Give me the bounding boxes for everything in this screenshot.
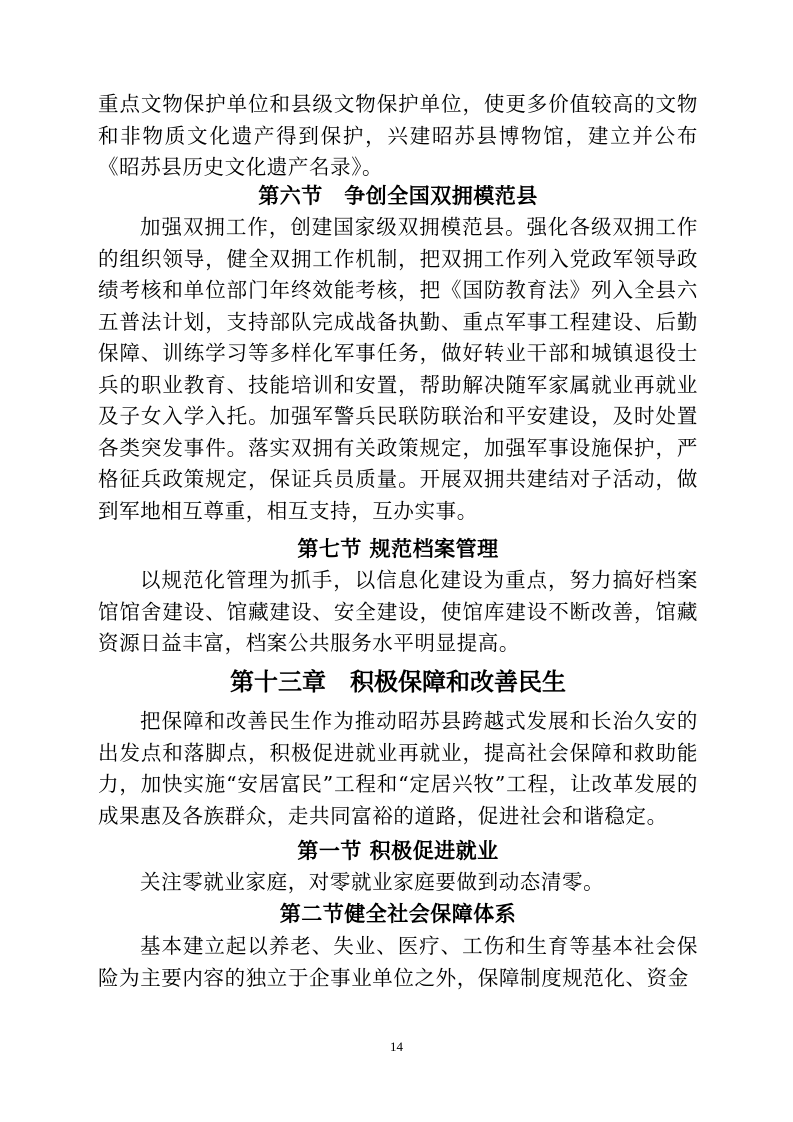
section-heading-employment: 第一节 积极促进就业 [297,839,499,863]
paragraph-archives: 以规范化管理为抓手，以信息化建设为重点，努力搞好档案馆馆舍建设、馆藏建设、安全建设，使馆库建设不断改善，馆藏资源日益丰富，档案公共服务水平明显提高。 [98,568,698,655]
paragraph-social-security: 基本建立起以养老、失业、医疗、工伤和生育等基本社会保险为主要内容的独立于企事业单位之外，保障制度规范化、资金 [98,934,698,990]
page-number: 14 [390,1039,403,1054]
paragraph-employment: 关注零就业家庭，对零就业家庭要做到动态清零。 [140,870,605,894]
section-heading-archives: 第七节 规范档案管理 [297,537,499,561]
chapter-heading-livelihood: 第十三章 积极保障和改善民生 [230,668,566,696]
paragraph-cultural-relics: 重点文物保护单位和县级文物保护单位，使更多价值较高的文物和非物质文化遗产得到保护，兴建昭苏县博物馆，建立并公布《昭苏县历史文化遗产名录》。 [98,92,698,179]
section-heading-double-support: 第六节 争创全国双拥模范县 [258,184,538,208]
section-heading-social-security: 第二节健全社会保障体系 [279,902,517,926]
paragraph-double-support: 加强双拥工作，创建国家级双拥模范县。强化各级双拥工作的组织领导，健全双拥工作机制，把双拥工作列入党政军领导政绩考核和单位部门年终效能考核，把《国防教育法》列入全县六五普法计划，支持部队完成战备执勤、重点军事工程建设、后勤保障、训练学习等多样化军事任务，做好转业干部和城镇退役士兵的职业教育、技能培训和安置，帮助解决随军家属就业再就业及子女入学入托。加强军警兵民联防联治和平安建设，及时处置各类突发事件。落实双拥有关政策规定，加强军事设施保护，严格征兵政策规定，保证兵员质量。开展双拥共建结对子活动，做到军地相互尊重，相互支持，互办实事。 [98,215,698,523]
paragraph-livelihood: 把保障和改善民生作为推动昭苏县跨越式发展和长治久安的出发点和落脚点，积极促进就业再就业，提高社会保障和救助能力，加快实施“安居富民”工程和“定居兴牧”工程，让改革发展的成果惠及各族群众，走共同富裕的道路，促进社会和谐稳定。 [98,709,698,828]
